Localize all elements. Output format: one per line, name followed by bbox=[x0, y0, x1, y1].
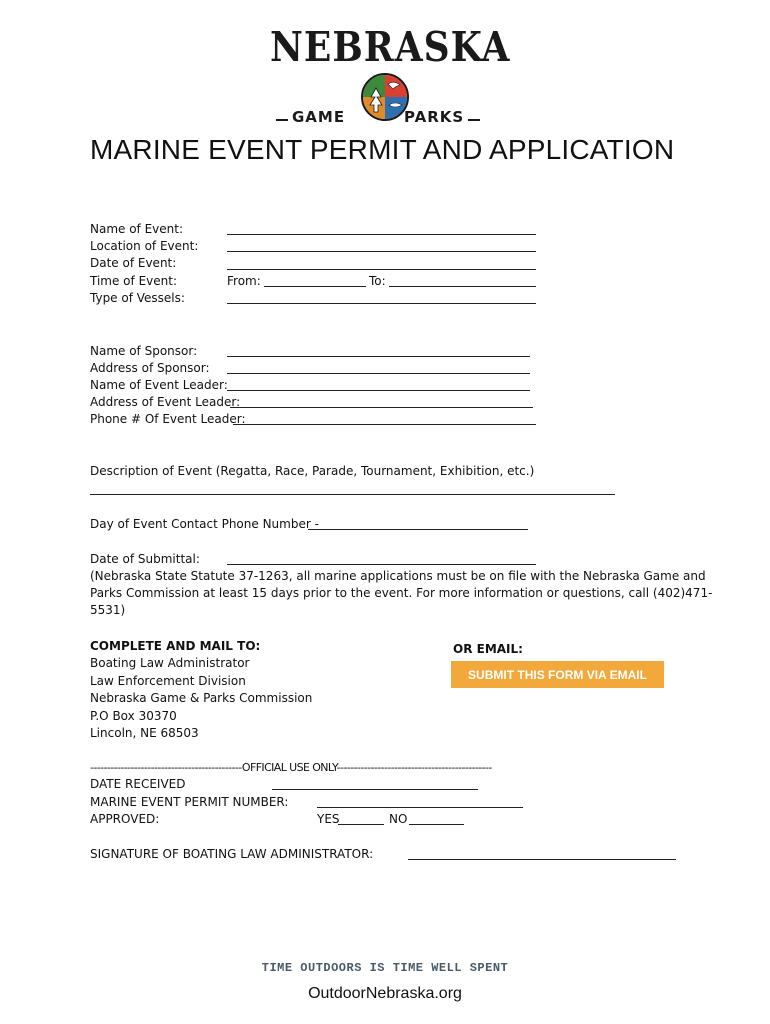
approved-yes-field[interactable] bbox=[338, 824, 384, 825]
submittal-date-label: Date of Submittal: bbox=[90, 552, 200, 566]
footer-website-link[interactable]: OutdoorNebraska.org bbox=[308, 985, 462, 1002]
leader-phone-field[interactable] bbox=[233, 424, 536, 425]
submit-via-email-button[interactable]: SUBMIT THIS FORM VIA EMAIL bbox=[451, 661, 664, 688]
logo-parks-text: PARKS bbox=[404, 108, 465, 126]
contact-phone-field[interactable] bbox=[308, 529, 528, 530]
statute-note-line-3: 5531) bbox=[90, 603, 126, 617]
logo-game-text: GAME bbox=[292, 108, 346, 126]
logo-wordmark: NEBRASKA bbox=[270, 22, 511, 72]
official-use-banner: ---------------------------------------------OFFICIAL USE ONLY---------------------------------------------- bbox=[90, 761, 492, 774]
event-date-field[interactable] bbox=[227, 269, 536, 270]
permit-number-label: MARINE EVENT PERMIT NUMBER: bbox=[90, 795, 289, 809]
event-location-field[interactable] bbox=[227, 251, 536, 252]
leader-phone-label: Phone # Of Event Leader: bbox=[90, 412, 246, 426]
leader-name-label: Name of Event Leader: bbox=[90, 378, 228, 392]
description-label: Description of Event (Regatta, Race, Parade, Tournament, Exhibition, etc.) bbox=[90, 464, 535, 478]
event-name-field[interactable] bbox=[227, 234, 536, 235]
time-to-field[interactable] bbox=[389, 286, 536, 287]
approved-label: APPROVED: bbox=[90, 812, 160, 826]
sponsor-address-label: Address of Sponsor: bbox=[90, 361, 210, 375]
email-heading: OR EMAIL: bbox=[453, 642, 523, 656]
event-time-label: Time of Event: bbox=[90, 274, 177, 288]
time-from-field[interactable] bbox=[264, 286, 366, 287]
approved-no-field[interactable] bbox=[409, 824, 464, 825]
permit-number-field[interactable] bbox=[317, 807, 523, 808]
mail-line-5: Lincoln, NE 68503 bbox=[90, 726, 199, 740]
signature-field[interactable] bbox=[408, 859, 676, 860]
event-location-label: Location of Event: bbox=[90, 239, 199, 253]
contact-phone-label: Day of Event Contact Phone Number - bbox=[90, 517, 319, 531]
approved-no-label: NO bbox=[389, 812, 408, 826]
statute-note-line-2: Parks Commission at least 15 days prior to the event. For more information or questions, call (402)471- bbox=[90, 586, 713, 600]
sponsor-address-field[interactable] bbox=[227, 373, 530, 374]
time-from-label: From: bbox=[227, 274, 261, 288]
mail-line-1: Boating Law Administrator bbox=[90, 656, 250, 670]
leader-name-field[interactable] bbox=[227, 390, 530, 391]
leader-address-label: Address of Event Leader: bbox=[90, 395, 241, 409]
mail-heading: COMPLETE AND MAIL TO: bbox=[90, 639, 261, 653]
event-name-label: Name of Event: bbox=[90, 222, 184, 236]
sponsor-name-label: Name of Sponsor: bbox=[90, 344, 198, 358]
description-field[interactable] bbox=[90, 494, 615, 495]
vessels-type-label: Type of Vessels: bbox=[90, 291, 185, 305]
date-received-field[interactable] bbox=[272, 789, 478, 790]
approved-yes-label: YES bbox=[317, 812, 340, 826]
sponsor-name-field[interactable] bbox=[227, 356, 530, 357]
vessels-type-field[interactable] bbox=[227, 303, 536, 304]
leader-address-field[interactable] bbox=[230, 407, 533, 408]
logo-dash-right bbox=[468, 119, 480, 121]
statute-note-line-1: (Nebraska State Statute 37-1263, all marine applications must be on file with the Nebraska Game and bbox=[90, 569, 706, 583]
signature-label: SIGNATURE OF BOATING LAW ADMINISTRATOR: bbox=[90, 847, 374, 861]
mail-line-3: Nebraska Game & Parks Commission bbox=[90, 691, 313, 705]
time-to-label: To: bbox=[369, 274, 386, 288]
mail-line-2: Law Enforcement Division bbox=[90, 674, 246, 688]
mail-line-4: P.O Box 30370 bbox=[90, 709, 177, 723]
nebraska-game-parks-logo bbox=[270, 22, 511, 126]
logo-emblem-icon bbox=[360, 72, 410, 122]
footer-tagline: TIME OUTDOORS IS TIME WELL SPENT bbox=[261, 961, 509, 975]
submittal-date-field[interactable] bbox=[227, 564, 536, 565]
date-received-label: DATE RECEIVED bbox=[90, 777, 186, 791]
logo-dash-left bbox=[276, 119, 288, 121]
event-date-label: Date of Event: bbox=[90, 256, 177, 270]
page-title: MARINE EVENT PERMIT AND APPLICATION bbox=[90, 134, 675, 165]
